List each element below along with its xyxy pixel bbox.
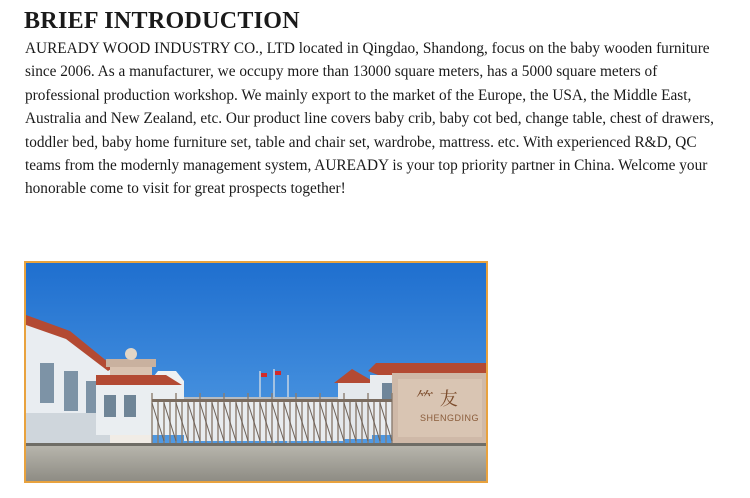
ground — [26, 445, 486, 481]
retractable-gate — [152, 393, 392, 445]
gate-top-rail — [152, 399, 392, 402]
sign-text: SHENGDING — [420, 413, 480, 423]
introduction-paragraph: AUREADY WOOD INDUSTRY CO., LTD located in Qingdao, Shandong, focus on the baby wooden furniture since 2006. As a manufacturer, we occupy more than 13000 square meters, has a 5000 square meters of professional production workshop. We mainly export to the market of the Europe, the USA, the Middle East, Australia and New Zealand, etc. Our product line covers baby crib, baby cot bed, change table, chest of drawers, toddler bed, baby home furniture set, table and chair set, wardrobe, mattress. etc. With experienced R&D, QC teams from the modernly management system, AUREADY is your top priority partner in China. Welcome your honorable come to visit for great prospects together! — [25, 40, 714, 198]
company-sign-wall — [392, 373, 486, 443]
factory-gate-illustration — [26, 263, 486, 481]
section-heading: BRIEF INTRODUCTION — [24, 8, 300, 34]
sign-calligraphy: ⺮ 友 — [416, 389, 458, 410]
factory-gate-photo — [24, 261, 488, 483]
